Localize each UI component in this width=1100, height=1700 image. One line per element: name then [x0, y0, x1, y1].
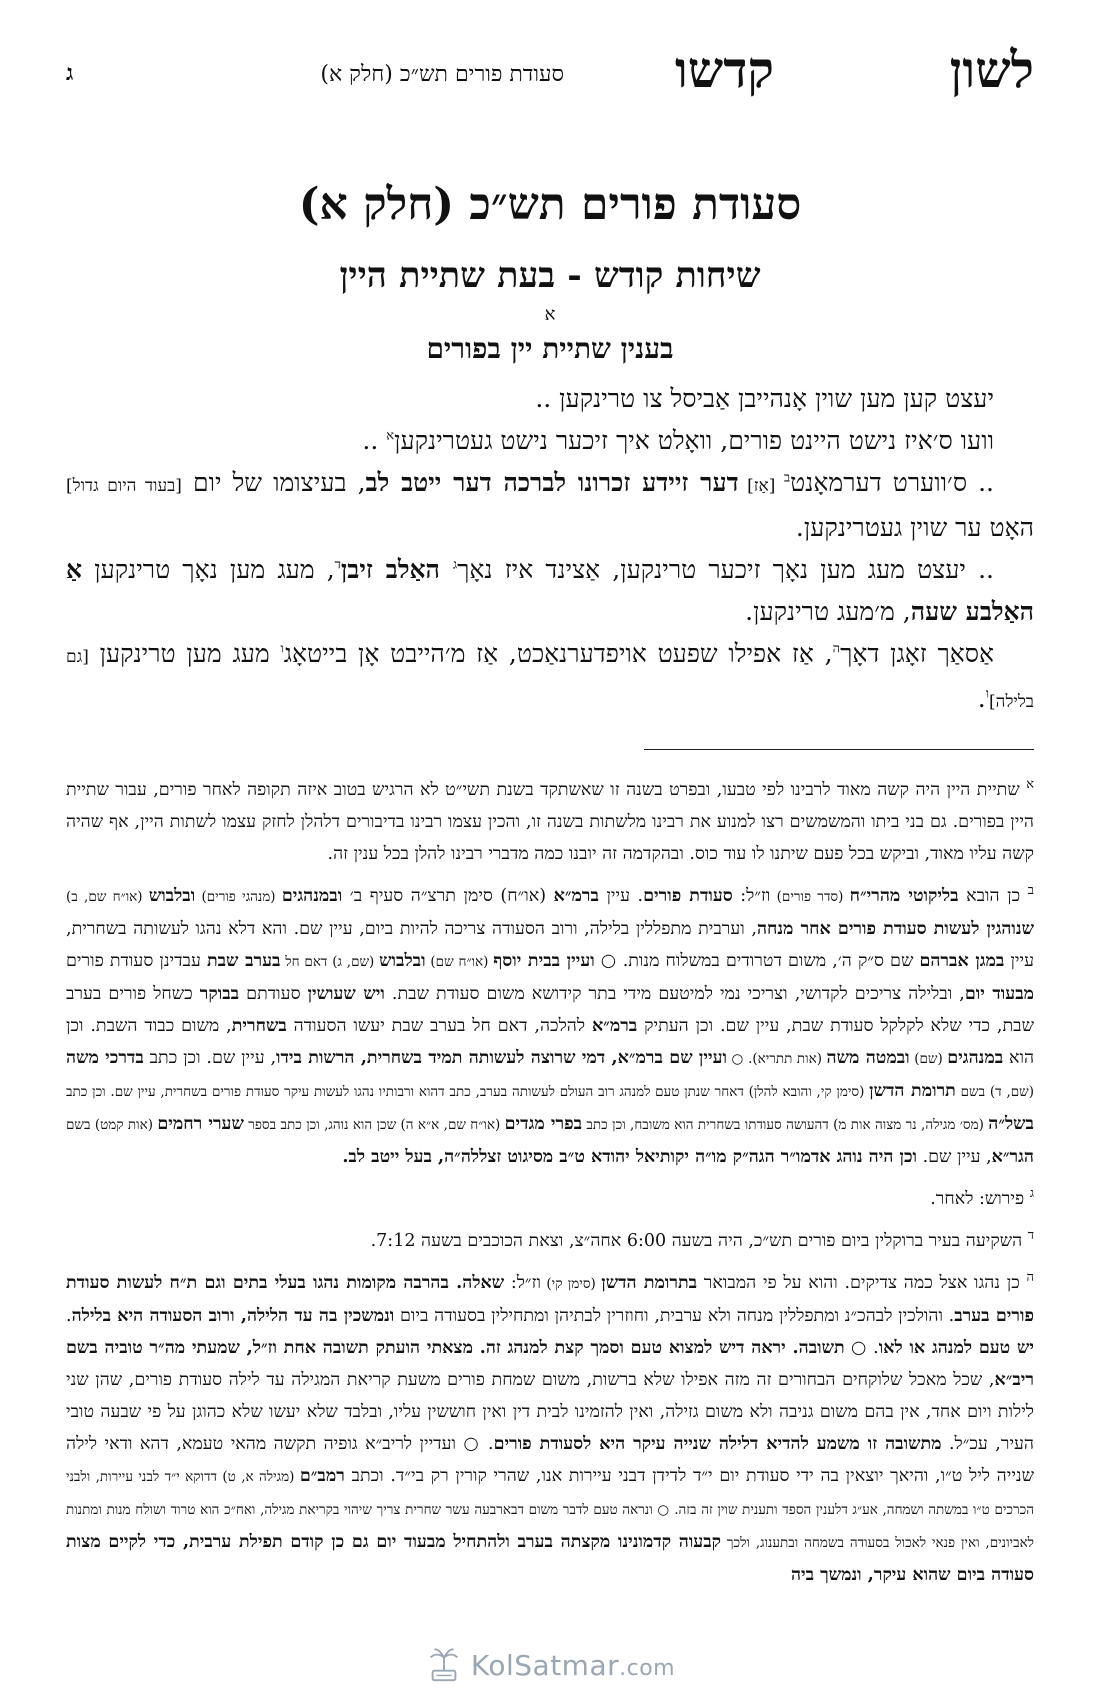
- watermark-name: KolSatmar: [470, 1648, 620, 1682]
- section-letter: א: [544, 304, 556, 325]
- footnote-ref[interactable]: א: [386, 428, 395, 444]
- text-run: במנהגים: [947, 1048, 1004, 1068]
- header-subtitle: סעודת פורים תש״כ (חלק א): [320, 62, 564, 87]
- text-run: ועיין שם ברמ״א, דמי שרוצה לעשותה תמיד בשחרית, הרשות בידו: [276, 1048, 727, 1068]
- text-run: ברמ״א: [553, 886, 599, 906]
- paragraph: [66, 633, 1034, 723]
- text-run: [אַז]: [738, 476, 784, 496]
- text-run: כן הובא: [958, 886, 1021, 906]
- watermark-link[interactable]: [425, 1646, 675, 1684]
- text-run: ונמשכין בה עד הלילה, ורוב הסעודה היא בלילה: [71, 1306, 395, 1326]
- header-word-mid: קדשו: [675, 40, 774, 99]
- footnote-mark: ה: [1026, 1270, 1034, 1286]
- text-run: ועיין בבית יוסף: [493, 951, 595, 971]
- text-run: תרומת הדשן: [869, 1081, 956, 1101]
- text-run: להלכה, דאם חל בערב שבת יעשו הסעודה: [286, 1016, 592, 1036]
- text-run: ויש שעושין: [307, 984, 385, 1004]
- text-run: .: [977, 684, 986, 713]
- paragraph: [66, 378, 1034, 420]
- text-run: בליקוטי מהרי״ח: [849, 886, 959, 906]
- text-run: תשובה: [798, 1338, 845, 1358]
- text-run: [בעוד היום גדול]: [66, 476, 182, 496]
- watermark: [0, 1646, 1100, 1688]
- text-run: שם ס״ק ה׳, משום דטרודים במשלוח מנות. ○: [594, 951, 920, 971]
- text-run: (סימן קי): [540, 1276, 602, 1292]
- text-run: עבדינן סעודת פורים: [66, 951, 207, 971]
- footnote-mark: ב: [1027, 883, 1034, 899]
- text-run: , מעג מען נאָך טרינקען: [82, 555, 335, 584]
- text-run: הגר״א: [991, 1147, 1034, 1167]
- footnote-ref[interactable]: ד: [334, 557, 341, 573]
- text-run: ובמטה משה: [826, 1048, 910, 1068]
- main-text: [66, 378, 1034, 723]
- text-run: (אות קמט) בשם: [66, 1117, 158, 1133]
- text-run: . יראה דיש למצוא טעם וסמך קצת למנהג זה. מצאתי הועתק תשובה אחת וז״ל, שמעתי מה״ר טוביה בשם ריב״א: [66, 1338, 1034, 1390]
- running-header: [66, 40, 1034, 112]
- text-run: אַ האַלבע שעה: [66, 555, 1034, 626]
- text-run: , ובלילה צריכים לקדושי, וצריכי נמי למיטעם מידי בתר קידושא משום סעודת שבת.: [384, 984, 965, 1004]
- text-run: וז״ל:: [504, 1273, 541, 1293]
- watermark-domain: .com: [619, 1655, 676, 1681]
- text-run: (סימן קי, והובא להלן) דאחר שנתן טעם למנהג רוב העולם לעשותה בערב, כתב דהוא ורבותיו נהגו לעשות עיקר סעודת פורים בשחרית, עיין שם. וכן כתב: [66, 1084, 870, 1100]
- footnote-mark: א: [1026, 777, 1034, 793]
- text-run: (או״ח שם, ב): [66, 889, 149, 905]
- text-run: , אַז אפילו שפעט אויפדערנאַכט, אַז מ׳הייבט אָן בייטאָג: [283, 639, 833, 668]
- text-run: . ○ ועדיין לריב״א גופיה תקשה מהאי טעמא, דהא ודאי לילה שנייה ליל ט״ו, והיאך יוצאין בה ידי סעודת יום י״ד לדידן דבני עיירות אנו, שהרי קורין רק בי״ד. וכתב: [66, 1434, 1035, 1486]
- header-word-right: לשון: [949, 40, 1034, 99]
- text-run: .: [66, 1306, 72, 1326]
- text-run: [גם בלילה]: [66, 647, 1034, 712]
- text-run: קבעוה קדמונינו מקצתה בערב ולהתחיל מבעוד יום גם כן קודם תפילת ערבית, כדי לקיים מצות סעודה ביום שהוא עיקר, ונמשך ביה: [66, 1532, 1034, 1585]
- footnote-ref[interactable]: ה: [832, 641, 841, 657]
- text-run: וז״ל:: [732, 886, 771, 906]
- footnote-text: שתיית היין היה קשה מאוד לרבינו לפי טבעו, ובפרט בשנה זו שאשתקד בשנת תשי״ט לא הרגיש בטוב איזה תקופה לאחר פורים, עבור שתיית היין בפורים. גם בני ביתו והמשמשים רצו למנוע את רבינו מלשתות בשנה זו, והכין עצמו רבינו בדיבורים דלהלן לחזק עצמו לשתות היין, אף שהיה קשה עליו מאוד, וביקש בכל פעם שיתנו לו עוד כוס. ובהקדמה זה יובנו כמה מדברי רבינו להלן בכל ענין זה.: [66, 780, 1034, 864]
- text-run: וכן היה נוהג אדמו״ר הגה״ק מו״ה יקותיאל יהודא ט״ב מסיגוט זצללה״ה, בעל ייטב לב.: [342, 1147, 917, 1167]
- text-run: (סדר פורים): [770, 889, 850, 905]
- text-run: .. ס׳ווערט דערמאָנט: [790, 468, 994, 497]
- text-run: יש טעם למנהג או לאו: [878, 1338, 1034, 1358]
- text-run: דער זיידע זכרונו לברכה דער ייטב לב: [365, 468, 739, 497]
- footnote-text: השקיעה בעיר ברוקלין ביום פורים תש״כ, היה בשעה 6:00 אחה״צ, וצאת הכוכבים בשעה 7:12.: [370, 1231, 1023, 1251]
- text-run: כן נהגו אצל כמה צדיקים. והוא על פי המבואר: [697, 1273, 1020, 1293]
- text-run: שאלה. בהרבה מקומות נהגו בעלי בתים וגם ת״ח לעשות סעודת פורים בערב: [66, 1273, 1034, 1326]
- text-run: בתרומת הדשן: [601, 1273, 698, 1293]
- text-run: סעודת פורים: [643, 886, 733, 906]
- text-run: רמב״ם: [299, 1466, 345, 1486]
- footnote-text: פירוש: לאחר.: [930, 1189, 1025, 1209]
- text-run: בשחרית: [231, 1016, 287, 1036]
- text-run: (מגילה א, ט) דדוקא י״ד לבני עיירות, ולבני הכרכים ט״ו במשתה ושמחה, אע״ג דלענין הספד ותענית שוין זה בזה. ○ ונראה טעם לדבר משום דבארבעה עשר שחרית צריך שיהוי בקריאת מגילה, ואח״כ הוא טרוד ושולח מנות ומתנות לאביונים, ואין פנאי לאכול בסעודה בשמחה ובתענוג, ולכך: [66, 1469, 1034, 1551]
- text-run: ובלבוש: [148, 886, 196, 906]
- text-run: (מנהגי פורים): [195, 889, 282, 905]
- text-run: , עיין שם. וכן כתב: [143, 1048, 277, 1068]
- footnote-ref[interactable]: ו: [985, 686, 990, 702]
- text-run: מעג מען טרינקען: [88, 639, 281, 668]
- paragraph: [66, 549, 1034, 633]
- text-run: האָט ער שוין געטרינקען.: [795, 513, 1034, 542]
- text-run: .. יעצט מעג מען נאָך זיכער טרינקען, אַצינד איז נאָך: [457, 555, 995, 584]
- text-run: שנוהגין לעשות סעודת פורים אחר מנחה: [756, 919, 1034, 939]
- footnote-mark: ג: [1029, 1186, 1034, 1202]
- text-run: (שם): [909, 1051, 948, 1067]
- text-run: , שכל מאכל שלוקחים הבחורים זה מזה אפילו שלא ברשות, משום שמחת פורים משעת קריאת המגילה עד לילה סעודת פורים, שהן שני לילות ויום אחד, אין בהם משום גניבה ולא משום גזילה, ואין להזמינו לבית דין ואין חוששין עליו, ובלבד שלא יעשו שלא כהוגן על פי שבעה טובי העיר, עכ״ל.: [66, 1370, 1034, 1454]
- text-run: אַסאַך זאָגן דאָך: [840, 639, 994, 668]
- footnote-separator: [644, 749, 1034, 750]
- page-title: סעודת פורים תש״כ (חלק א): [298, 179, 802, 230]
- text-run: , בעיצומו של יום: [181, 468, 366, 497]
- text-run: (אות תתריא). ○: [726, 1051, 827, 1067]
- footnote-a: [66, 774, 1034, 870]
- footnotes: [66, 774, 1034, 1591]
- text-run: , וערבית מתפללין בלילה, ורוב הסעודה צריכה להיות ביום, עיין שם. והא דלא נהגו לעשותה בשחרית, עיין: [66, 919, 1034, 971]
- footnote-h: [66, 1267, 1034, 1591]
- text-run: במגן אברהם: [919, 951, 1005, 971]
- text-run: ובלבוש: [379, 951, 426, 971]
- text-run: בשל״ה: [988, 1114, 1034, 1134]
- text-run: (שם, ג) דאם חל: [280, 954, 380, 970]
- text-run: . ○: [844, 1338, 879, 1358]
- text-run: (או״ח שם): [425, 954, 494, 970]
- text-run: מתשובה זו משמע להדיא דלילה שנייה עיקר היא לסעודת פורים: [493, 1434, 942, 1454]
- text-run: כשחל פורים בערב שבת, כדי שלא לקלקל סעודת שבת, עיין שם. וכן העתיק: [66, 984, 1034, 1036]
- text-run: (או״ח שם, א״א ה) שכן הוא נוהג, וכן כתב בספר: [243, 1117, 505, 1133]
- paragraph: [66, 462, 1034, 549]
- footnote-d: [66, 1225, 1034, 1257]
- page-subtitle: שיחות קודש - בעת שתיית היין: [339, 255, 761, 296]
- section-heading: בענין שתיית יין בפורים: [426, 332, 674, 365]
- footnote-ref[interactable]: ו: [280, 641, 284, 657]
- footnote-ref[interactable]: ג: [452, 557, 458, 573]
- text-run: , מ׳מעג טרינקען.: [745, 597, 911, 626]
- text-run: . עיין: [598, 886, 644, 906]
- footnote-b: [66, 880, 1034, 1173]
- text-run: ובמנהגים: [281, 886, 343, 906]
- text-run: וועו ס׳איז נישט היינט פורים, וואָלט איך זיכער נישט געטרינקען: [394, 426, 994, 455]
- page-number: ג: [66, 60, 74, 86]
- palm-tree-icon: [425, 1646, 463, 1684]
- text-run: בדרכי משה: [66, 1048, 144, 1068]
- text-run: (שם, ד) בשם: [955, 1084, 1034, 1100]
- text-run: (או״ח) סימן תרצ״ה סעיף ב׳: [342, 886, 554, 906]
- text-run: מבעוד יום: [964, 984, 1034, 1004]
- text-run: האַלב זיבן: [340, 555, 453, 584]
- text-run: , עיין שם.: [917, 1147, 992, 1167]
- text-run: , משום כבוד השבת. וכן הוא: [66, 1016, 1035, 1068]
- text-run: . והולכין לבהכ״נ ומתפללין מנחה ולא ערבית, וחוזרין לבתיהן ומתחילין בסעודה ביום: [394, 1306, 955, 1326]
- text-run: יעצט קען מען שוין אָנהייבן אַביסל צו טרינקען ..: [535, 384, 994, 413]
- footnote-mark: ד: [1027, 1228, 1034, 1244]
- text-run: בבוקר: [199, 984, 240, 1004]
- watermark-text: [471, 1649, 675, 1682]
- text-run: (מס׳ מגילה, נר מצוה אות מ) דהעושה סעודתו בשחרית הוא משובח, וכן כתב: [582, 1117, 989, 1133]
- text-run: שערי רחמים: [157, 1114, 244, 1134]
- text-run: בערב שבת: [206, 951, 281, 971]
- text-run: ברמ״א: [591, 1016, 638, 1036]
- text-run: סעודתם: [239, 984, 308, 1004]
- text-run: בפרי מגדים: [504, 1114, 583, 1134]
- footnote-g: [66, 1183, 1034, 1215]
- paragraph: [66, 420, 1034, 462]
- footnote-ref[interactable]: ב: [783, 470, 791, 486]
- text-run: ..: [362, 426, 387, 455]
